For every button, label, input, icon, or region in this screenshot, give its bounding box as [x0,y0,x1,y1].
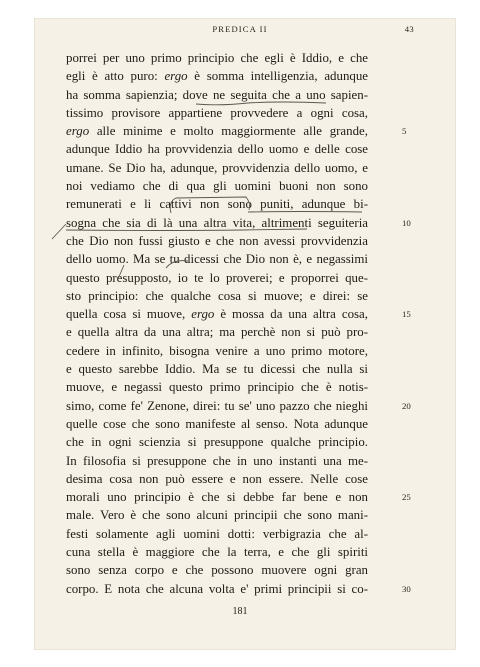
line-number: 30 [402,583,411,594]
text-line: muove, e negassi questo primo principio che è notis- [66,380,368,395]
body-text [66,49,368,598]
text-line: dello uomo. Ma se tu dicessi che Dio non è, e negassimi [66,252,368,267]
text-line: cedere in infinito, bisogna venire a uno primo motore, [66,343,368,358]
text-line: remunerati e li cattivi non sono puniti, adunque bi- [66,197,368,212]
text-line: e questo sarebbe Iddio. Ma se tu dicessi che nulla si [66,362,368,377]
text-line: male. Vero è che sono alcuni principii che sono mani- [66,508,368,523]
running-title: PREDICA II [212,24,268,34]
text-line: umane. Se Dio ha, adunque, provvidenzia dello uomo, e [66,160,368,175]
folio-page-number: 181 [232,606,248,617]
text-line: quella cosa si muove, ergo è mossa da una altra cosa, [66,307,368,322]
text-line: desima cosa non può essere e non essere. Nelle cose [66,471,368,486]
text-line: noi vediamo che di qua gli uomini buoni non sono [66,179,368,194]
text-line: egli è atto puro: ergo è somma intelligenzia, adunque [66,69,368,84]
text-line: che in ogni scienzia si presuppone qualche principio. [66,435,368,450]
line-number: 20 [402,400,411,411]
text-line: e quella altra da una altra; ma perchè non si può pro- [66,325,368,340]
line-number: 25 [402,492,411,503]
text-line: corpo. E nota che alcuna volta e' primi principii si co- [66,581,368,596]
text-line: simo, come fe' Zenone, direi: tu se' uno pazzo che nieghi [66,398,368,413]
text-line: ha somma sapienzia; dove ne seguita che a uno sapien- [66,87,368,102]
text-line: sono senza corpo e che possono muovere ogni gran [66,563,368,578]
text-line: morali uno principio è che si debbe far bene e non [66,490,368,505]
running-header [66,24,414,38]
header-page-number: 43 [404,24,414,34]
line-number: 15 [402,309,411,320]
text-line: adunque Iddio ha provvidenzia dello uomo e delle cose [66,142,368,157]
text-line: porrei per uno primo principio che egli è Iddio, e che [66,51,368,65]
text-line: sto principio: che qualche cosa si muove; e direi: se [66,288,368,303]
line-number: 5 [402,126,407,137]
text-line: che Dio non fussi giusto e che non avessi provvidenzia [66,233,368,248]
line-number: 10 [402,217,411,228]
text-line: quelle cose che sono manifeste al senso. Nota adunque [66,416,368,431]
text-line: tissimo provisore appartiene provvedere a ogni cosa, [66,105,368,120]
text-line: cuna stella è maggiore che la terra, e che gli spiriti [66,545,368,560]
text-line: ergo alle minime e molto maggiormente alle grande, [66,124,368,139]
text-line: questo presupposto, io te lo proverei; e proporrei que- [66,270,368,285]
text-line: festi solamente agli uomini dotti: verbigrazia che al- [66,526,368,541]
text-line: In filosofia si presuppone che in uno instanti una me- [66,453,368,468]
text-line: sogna che sia di là una altra vita, altrimenti seguiteria [66,215,368,230]
